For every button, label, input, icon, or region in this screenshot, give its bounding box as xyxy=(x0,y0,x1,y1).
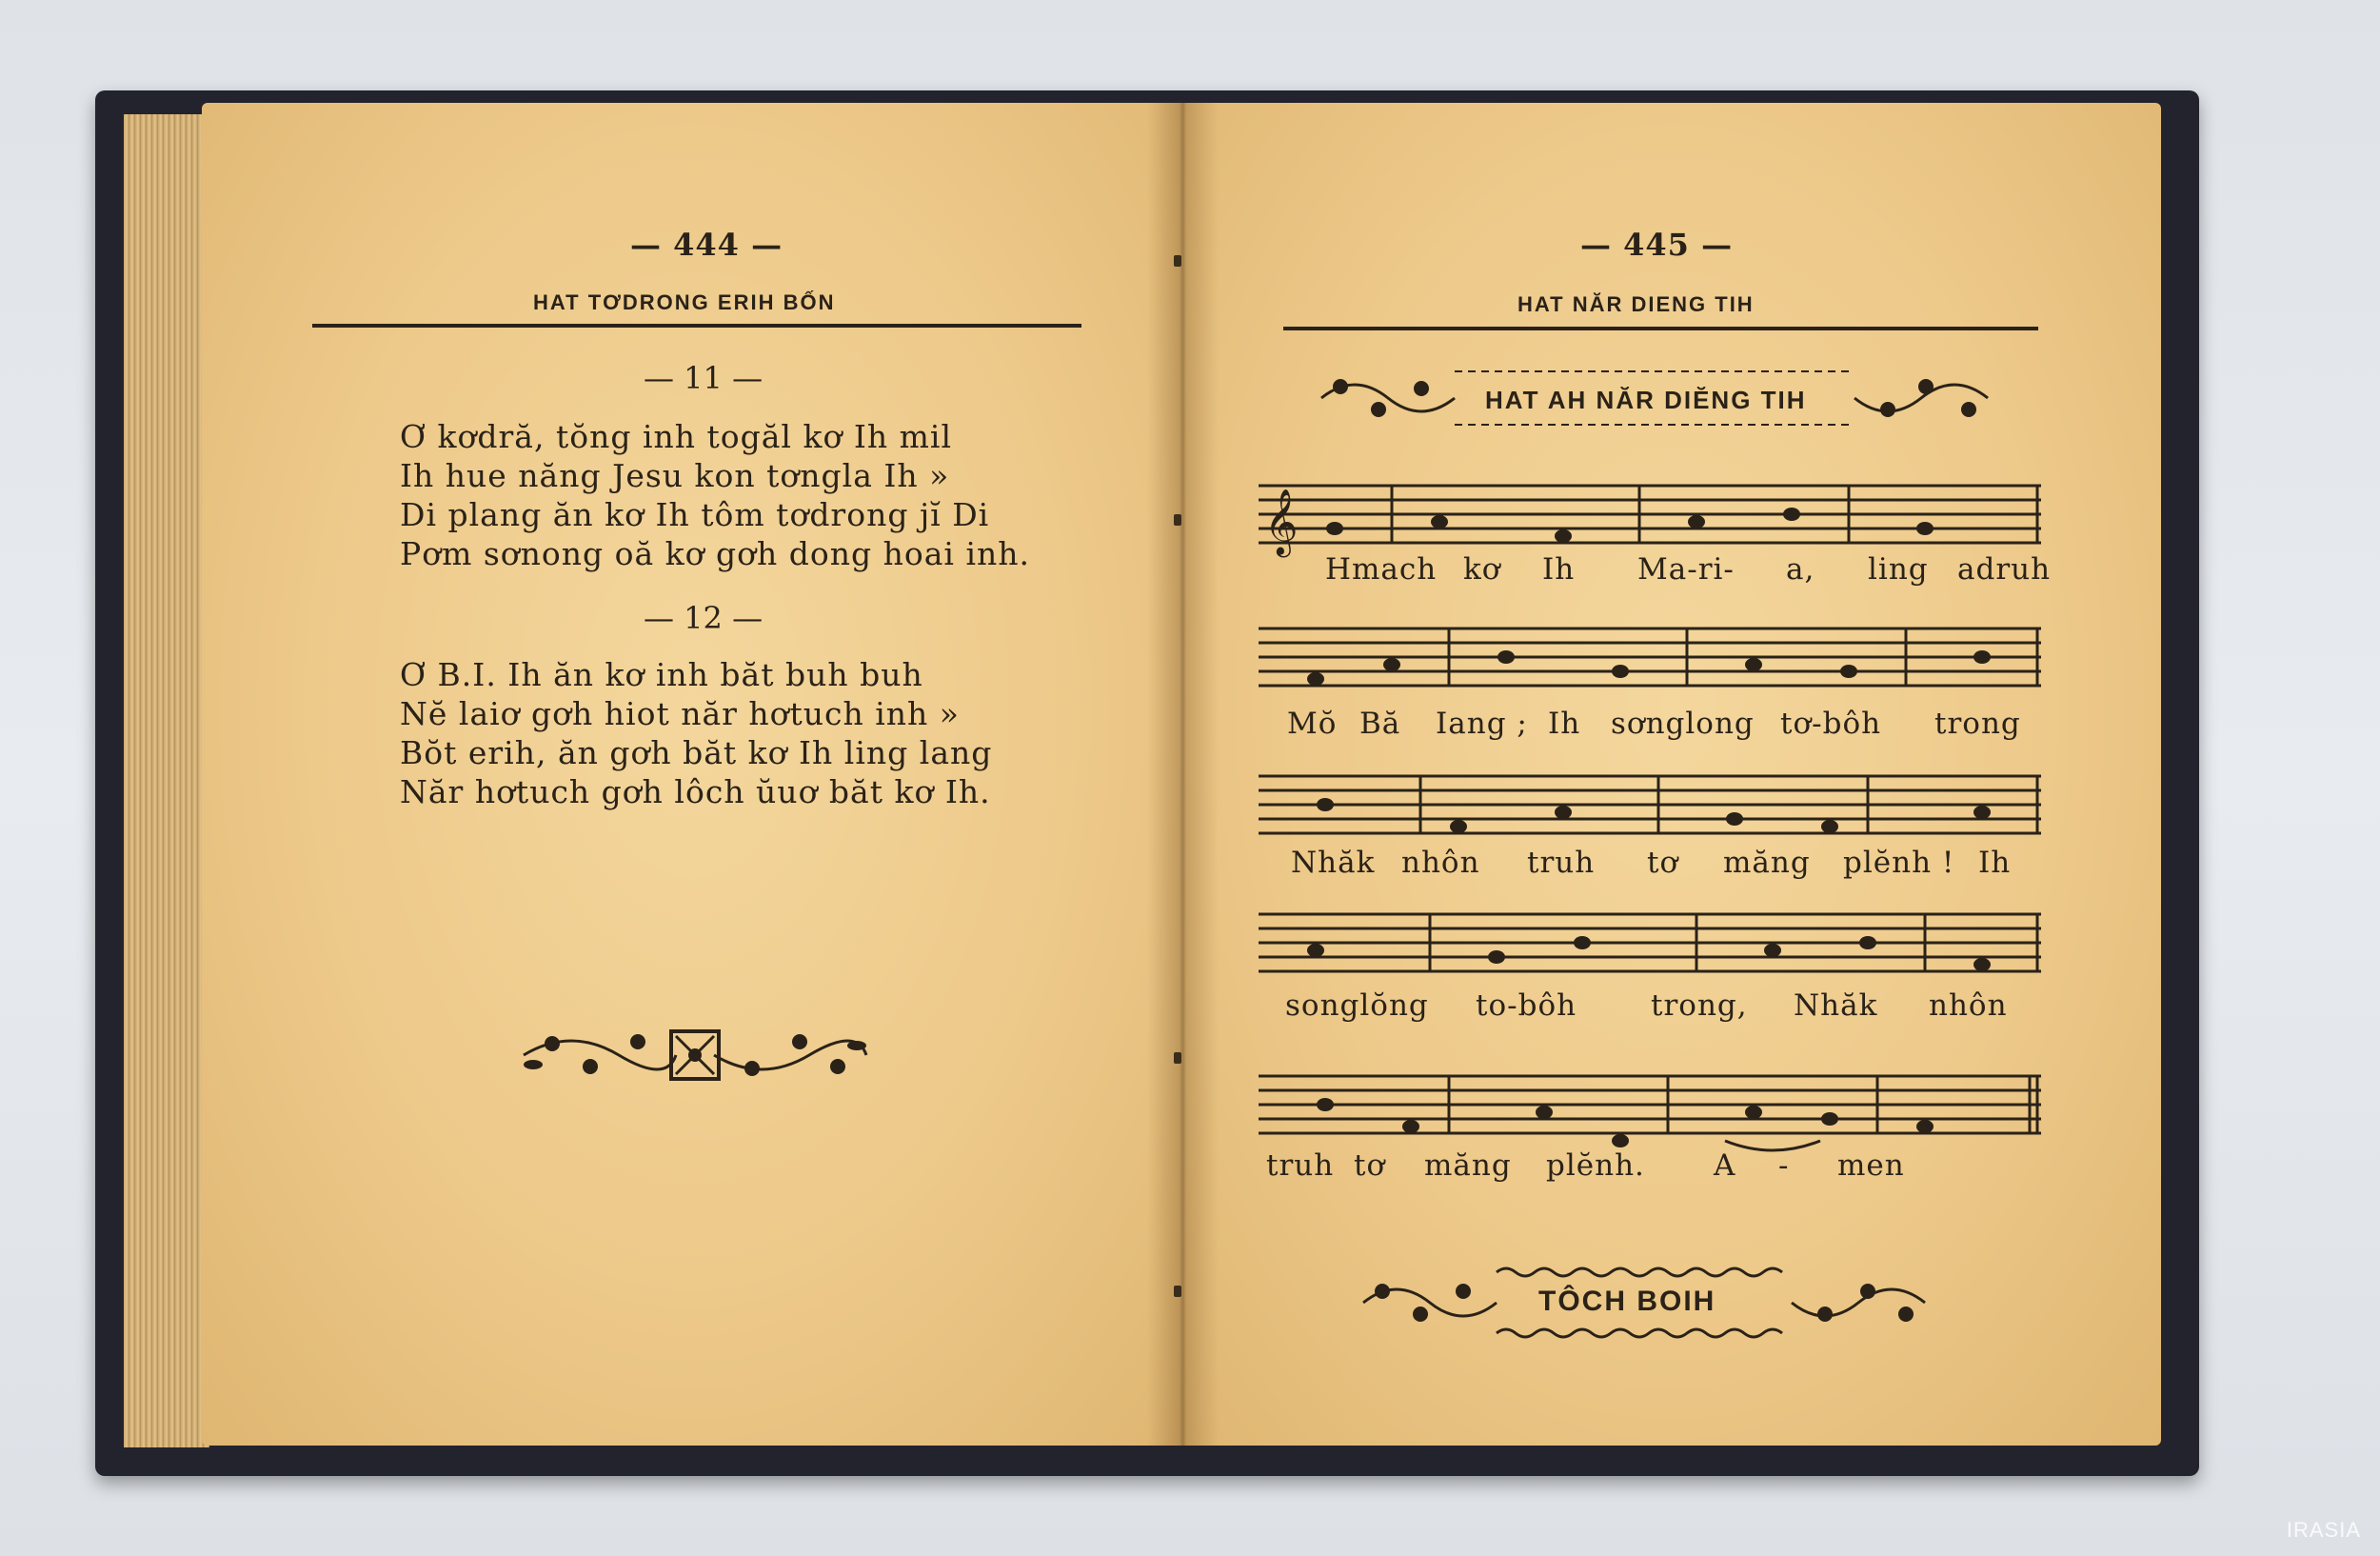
left-header-rule xyxy=(312,324,1081,328)
lyric-word: tơ xyxy=(1647,846,1679,880)
lyric-word: sơnglong xyxy=(1611,707,1755,741)
lyric-word: men xyxy=(1837,1148,1905,1183)
music-staff xyxy=(1259,895,2041,990)
lyric-word: trong xyxy=(1934,707,2021,741)
music-staff xyxy=(1259,609,2041,705)
lyric-word: măng xyxy=(1723,846,1811,880)
verse-line: Nĕ laiơ gơh hiot năr hơtuch inh » xyxy=(400,695,960,732)
verse-line: Ih hue năng Jesu kon tơngla Ih » xyxy=(400,457,950,494)
lyric-word: Hmach xyxy=(1325,552,1438,587)
lyric-word: ling xyxy=(1868,552,1929,587)
lyric-word: A xyxy=(1714,1148,1736,1183)
lyric-word: Nhăk xyxy=(1794,988,1878,1023)
lyric-word: Iang ; xyxy=(1436,707,1528,741)
verse-line: Di plang ăn kơ Ih tôm tơdrong jĭ Di xyxy=(400,496,990,533)
lyric-word: Ih xyxy=(1978,846,2012,880)
lyric-word: truh xyxy=(1266,1148,1335,1183)
stitch xyxy=(1174,514,1181,526)
right-header-rule xyxy=(1283,327,2038,330)
floral-ornament xyxy=(514,1017,876,1093)
lyric-word: Nhăk xyxy=(1291,846,1376,880)
lyric-word: nhôn xyxy=(1929,988,2008,1023)
stitch xyxy=(1174,1286,1181,1297)
lyric-word: kơ xyxy=(1463,552,1501,587)
lyric-word: a, xyxy=(1786,552,1815,587)
lyric-word: to-bôh xyxy=(1476,988,1577,1023)
book-gutter xyxy=(1147,103,1219,1446)
irasia-watermark: IRASIA xyxy=(2286,1518,2361,1542)
verse-line: Năr hơtuch gơh lôch ŭuơ băt kơ Ih. xyxy=(400,773,991,810)
lyric-word: plĕnh ! xyxy=(1843,846,1955,880)
verse-line: Ơ kơdră, tŏng inh togăl kơ Ih mil xyxy=(400,418,953,455)
section-number: — 12 — xyxy=(644,600,764,636)
music-staff xyxy=(1259,757,2041,852)
lyric-word: Ma-ri- xyxy=(1637,552,1735,587)
verse-line: Bŏt erih, ăn gơh băt kơ Ih ling lang xyxy=(400,734,993,771)
verse-line: Ơ B.I. Ih ăn kơ inh băt buh buh xyxy=(400,656,923,693)
verse-line: Pơm sơnong oă kơ gơh dong hoai inh. xyxy=(400,535,1031,572)
lyric-word: măng xyxy=(1424,1148,1512,1183)
right-page-header: HAT NĂR DIENG TIH xyxy=(1517,292,1755,316)
lyric-word: truh xyxy=(1527,846,1596,880)
lyric-word: plĕnh. xyxy=(1546,1148,1645,1183)
lyric-word: Bă xyxy=(1359,707,1401,741)
section-number: — 11 — xyxy=(644,360,764,396)
lyric-word: adruh xyxy=(1957,552,2052,587)
lyric-word: trong, xyxy=(1651,988,1748,1023)
lyric-word: nhôn xyxy=(1401,846,1480,880)
lyric-word: - xyxy=(1778,1148,1790,1183)
right-page-number: — 445 — xyxy=(1580,227,1734,263)
music-staff xyxy=(1259,467,2041,562)
left-page-header: HAT TƠDRONG ERIH BỐN xyxy=(533,290,836,314)
lyric-word: Ih xyxy=(1548,707,1581,741)
page-edges xyxy=(124,114,209,1447)
lyric-word: tơ xyxy=(1354,1148,1386,1183)
lyric-word: songlŏng xyxy=(1285,988,1429,1023)
lyric-word: Mŏ xyxy=(1287,707,1338,741)
song-title: HAT AH NĂR DIĔNG TIH xyxy=(1485,386,1807,414)
svg-text:𝄞: 𝄞 xyxy=(1264,489,1299,555)
stitch xyxy=(1174,1052,1181,1064)
left-page-number: — 444 — xyxy=(630,227,783,263)
music-staff xyxy=(1259,1057,2041,1152)
stitch xyxy=(1174,255,1181,267)
closing-banner-text: TÔCH BOIH xyxy=(1538,1286,1716,1317)
lyric-word: tơ-bôh xyxy=(1780,707,1882,741)
lyric-word: Ih xyxy=(1542,552,1576,587)
